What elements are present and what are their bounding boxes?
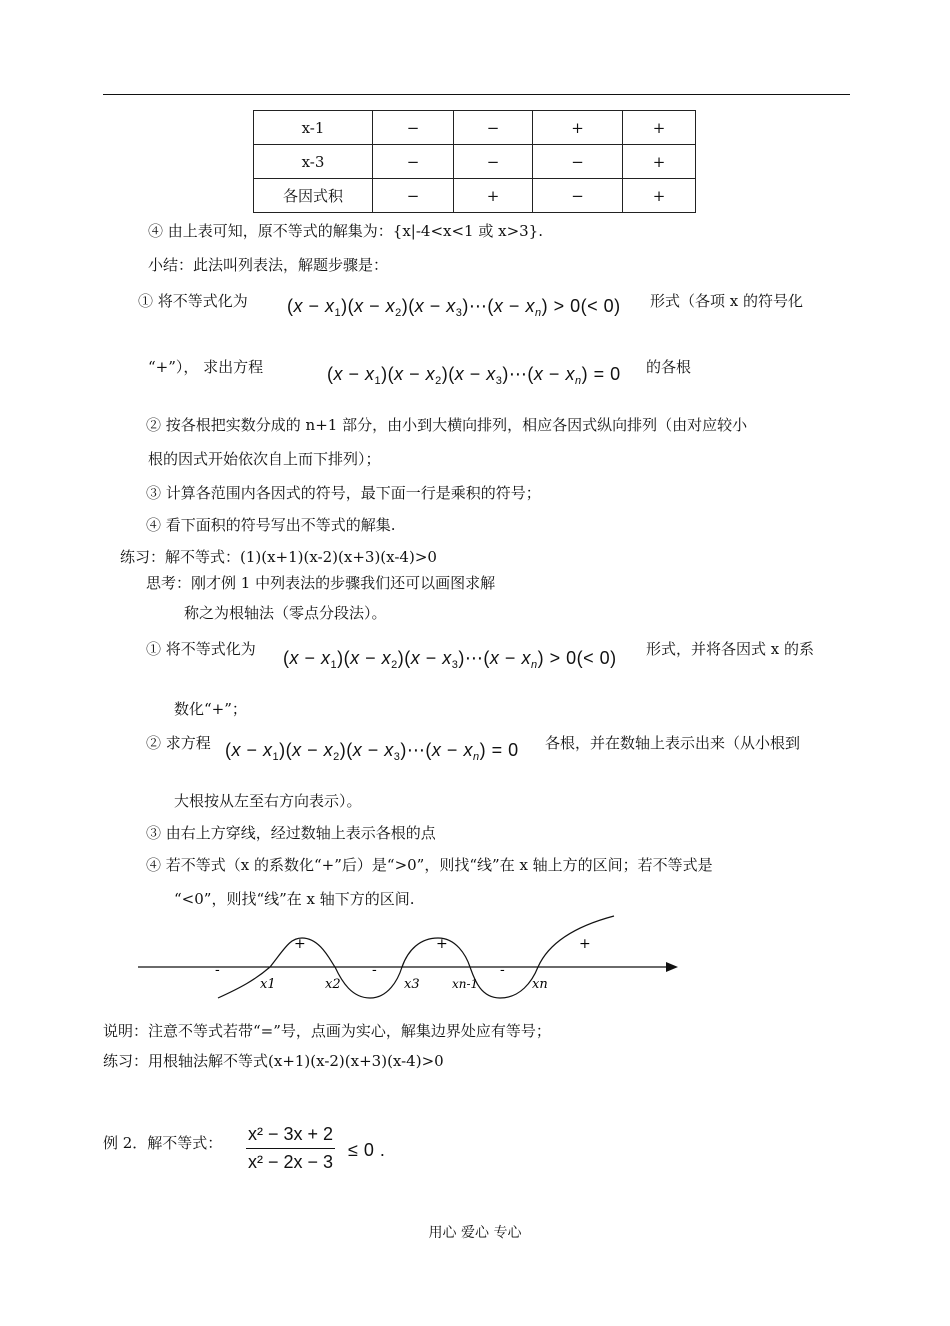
fraction-numerator: x² − 3x + 2 xyxy=(246,1124,335,1149)
sign-cell: − xyxy=(373,111,454,145)
example2-relation: ≤ 0 . xyxy=(348,1140,386,1160)
row-label: x-3 xyxy=(254,145,373,179)
sign-minus-label: - xyxy=(500,962,505,978)
axis-step4-line: ④ 若不等式（x 的系数化“+”后）是“>0”，则找“线”在 x 轴上方的区间；若不等式是 xyxy=(146,856,713,874)
axis-step1-cont: 数化“+”； xyxy=(174,700,247,718)
step1-prefix: ① 将不等式化为 xyxy=(138,292,248,310)
sign-minus-label: - xyxy=(372,962,377,978)
axis-step3-line: ③ 由右上方穿线，经过数轴上表示各根的点 xyxy=(146,824,436,842)
axis-arrow-icon xyxy=(666,962,678,972)
row-label: 各因式积 xyxy=(254,179,373,213)
sign-cell: + xyxy=(623,111,696,145)
sign-table xyxy=(253,110,696,213)
product-equation-formula-2: $(x - x_1)(x - x_2)(x$ − $x_3)\cdots(x - x_n) = 0$ xyxy=(225,740,519,763)
sign-cell: + xyxy=(623,179,696,213)
table-row xyxy=(254,145,696,179)
root-label: x2 xyxy=(325,977,341,992)
exercise-line-2: 练习：用根轴法解不等式(x+1)(x-2)(x+3)(x-4)>0 xyxy=(103,1052,444,1070)
axis-step4-cont: “<0”，则找“线”在 x 轴下方的区间. xyxy=(174,890,415,908)
root-label: xn xyxy=(532,977,548,992)
sign-cell: − xyxy=(454,111,533,145)
table-row xyxy=(254,111,696,145)
root-label: x1 xyxy=(260,977,276,992)
row-label: x-1 xyxy=(254,111,373,145)
step1-end: 的各根 xyxy=(646,358,692,376)
root-axis-diagram xyxy=(130,910,690,1010)
note-line: 说明：注意不等式若带“=”号，点画为实心，解集边界处应有等号； xyxy=(103,1022,551,1040)
root-label: x3 xyxy=(404,977,420,992)
axis-step1-suffix: 形式，并将各因式 x 的系 xyxy=(646,640,814,658)
example2-fraction xyxy=(246,1124,335,1173)
sign-cell: − xyxy=(454,145,533,179)
equation-relation-2: = 0 xyxy=(491,740,519,760)
table-row xyxy=(254,179,696,213)
step2-cont: 根的因式开始依次自上而下排列）； xyxy=(148,450,381,468)
thinking-line: 思考：刚才例 1 中列表法的步骤我们还可以画图求解 xyxy=(146,574,496,592)
header-rule xyxy=(103,94,850,95)
sign-cell: + xyxy=(533,111,623,145)
inequality-relation: > 0(< 0) xyxy=(553,296,621,316)
axis-step1-prefix: ① 将不等式化为 xyxy=(146,640,256,658)
inequality-relation-2: > 0(< 0) xyxy=(549,648,617,668)
step2-line: ② 按各根把实数分成的 n+1 部分，由小到大横向排列，相应各因式纵向排列（由对应较小 xyxy=(146,416,748,434)
sign-cell: − xyxy=(533,179,623,213)
summary-heading: 小结：此法叫列表法，解题步骤是： xyxy=(148,256,389,274)
step1-suffix: 形式（各项 x 的符号化 xyxy=(650,292,803,310)
product-inequality-formula: $(x - x_1)(x - x_2)(x$ − $x_3)\cdots(x - x_n) > 0(< 0)$ xyxy=(287,296,621,319)
sign-cell: + xyxy=(623,145,696,179)
root-label: xn-1 xyxy=(452,977,479,991)
axis-step2-suffix: 各根，并在数轴上表示出来（从小根到 xyxy=(545,734,801,752)
sign-cell: + xyxy=(454,179,533,213)
equation-relation: = 0 xyxy=(593,364,621,384)
page-footer: 用心 爱心 专心 xyxy=(428,1225,522,1241)
exercise-line: 练习：解不等式：(1)(x+1)(x-2)(x+3)(x-4)>0 xyxy=(120,548,437,566)
axis-step2-cont: 大根按从左至右方向表示）。 xyxy=(174,792,362,810)
axis-step2-prefix: ② 求方程 xyxy=(146,734,211,752)
solution-set-line: ④ 由上表可知，原不等式的解集为：{x|-4<x<1 或 x>3}. xyxy=(148,222,543,240)
step1-cont: “+”）， 求出方程 xyxy=(148,358,264,376)
root-axis-method-line: 称之为根轴法（零点分段法）。 xyxy=(184,604,387,622)
product-inequality-formula-2: $(x - x_1)(x - x_2)(x$ − $x_3)\cdots(x - x_n) > 0(< 0)$ xyxy=(283,648,617,671)
product-equation-formula: $(x - x_1)(x - x_2)(x$ − $x_3)\cdots(x - x_n) = 0$ xyxy=(327,364,621,387)
sign-plus-label: + xyxy=(579,936,591,952)
sign-plus-label: + xyxy=(294,936,306,952)
step4-line: ④ 看下面积的符号写出不等式的解集. xyxy=(146,516,396,534)
example2-label: 例 2．解不等式： xyxy=(103,1134,223,1152)
fraction-denominator: x² − 2x − 3 xyxy=(248,1152,334,1172)
sign-minus-label: - xyxy=(215,962,220,978)
sign-cell: − xyxy=(373,179,454,213)
sign-cell: − xyxy=(533,145,623,179)
sign-plus-label: + xyxy=(436,936,448,952)
step3-line: ③ 计算各范围内各因式的符号，最下面一行是乘积的符号； xyxy=(146,484,541,502)
sign-cell: − xyxy=(373,145,454,179)
